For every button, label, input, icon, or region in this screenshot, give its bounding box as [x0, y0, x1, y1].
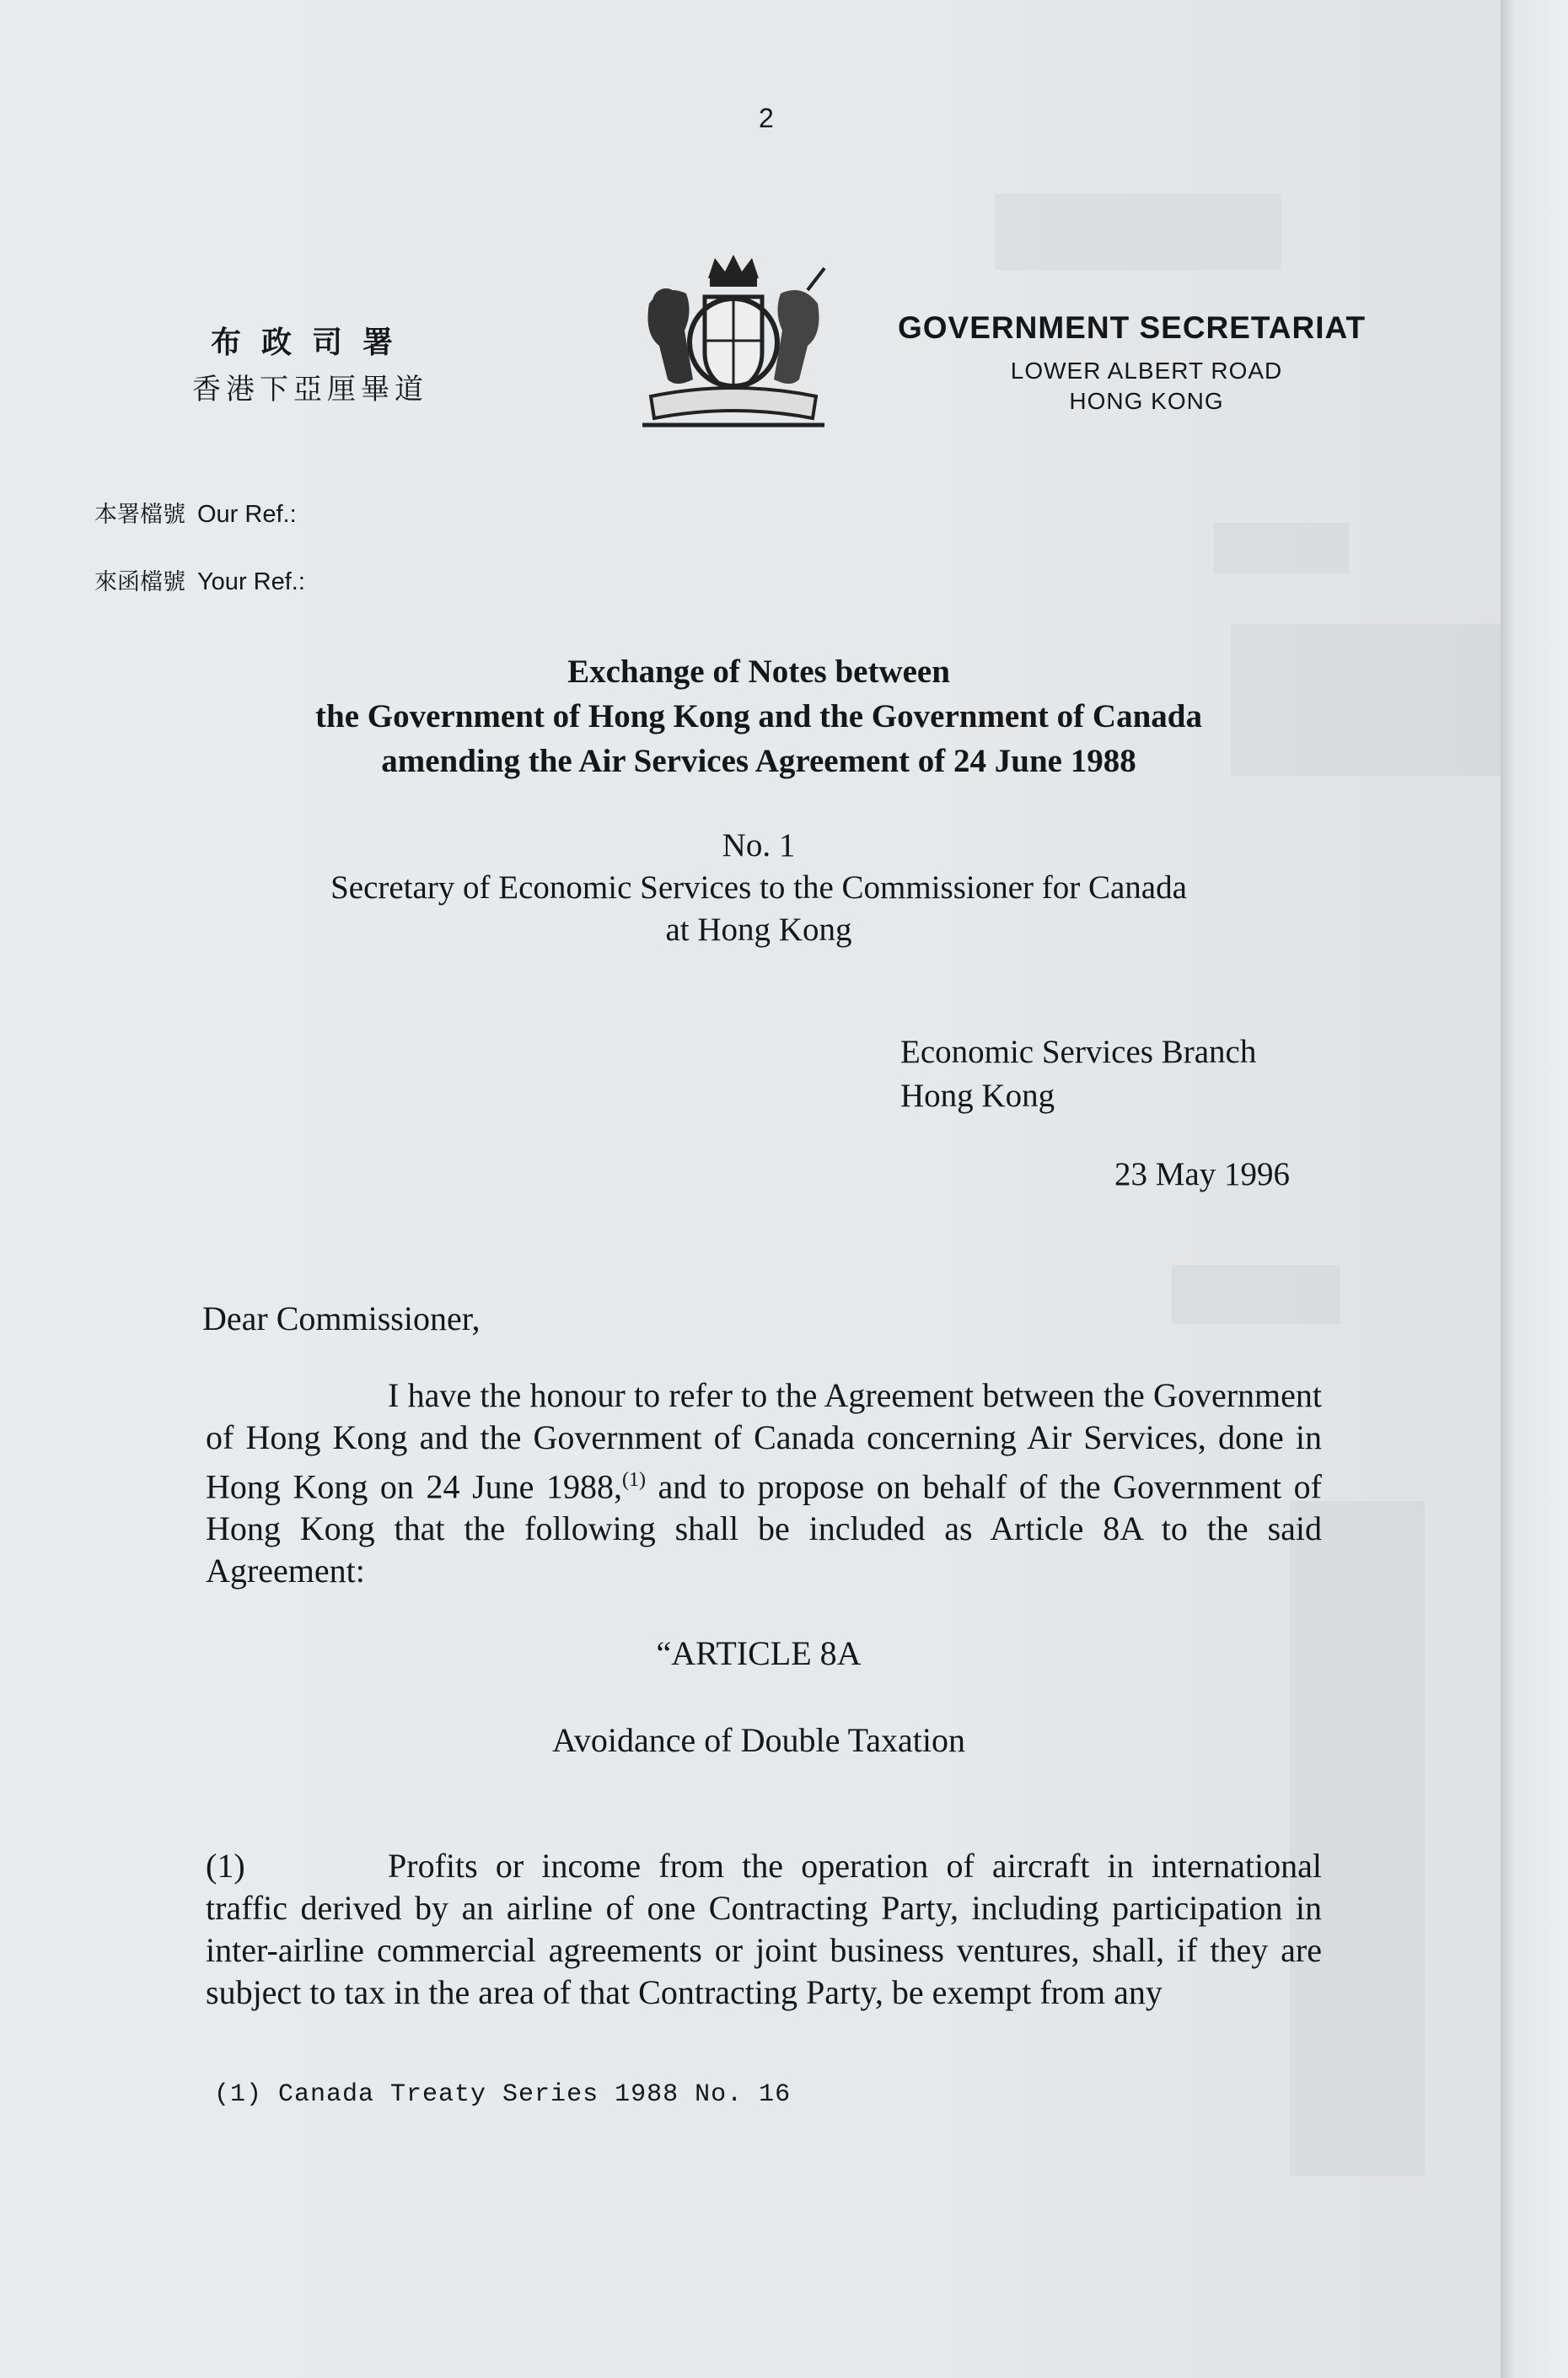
- your-ref-chinese: 來函檔號: [94, 569, 185, 595]
- page-number: 2: [759, 103, 774, 133]
- letterhead-org-name: GOVERNMENT SECRETARIAT: [898, 310, 1367, 345]
- note-heading: [253, 825, 1265, 951]
- sender-block: [900, 1030, 1256, 1118]
- letterhead-chinese-address: 香港下亞厘畢道: [192, 373, 428, 406]
- article-subtitle: Avoidance of Double Taxation: [551, 1721, 966, 1759]
- our-ref: [94, 496, 297, 529]
- note-number: No. 1: [722, 827, 796, 864]
- title-line-3: amending the Air Services Agreement of 24 June 1988: [381, 743, 1136, 779]
- letterhead-chinese-name: 布政司署: [211, 325, 414, 360]
- clause-label: (1): [206, 1847, 245, 1885]
- your-ref-label: Your Ref.:: [197, 568, 305, 595]
- title-line-2: the Government of Hong Kong and the Government of Canada: [315, 698, 1202, 734]
- salutation: Dear Commissioner,: [202, 1299, 481, 1337]
- para1-text-a: I have the honour to refer to the Agreement between the Government of Hong Kong and the Government of Canada concerning Air Services, done in Hong Kong on 24 June 1988,: [206, 1376, 1322, 1506]
- clause-text: Profits or income from the operation of aircraft in international traffic derived by an airline of one Contracting Party, including participation in inter-airline commercial agreements or joint business ventures, shall, if they are subject to tax in the area of that Contracting Party, be exempt from any: [206, 1847, 1322, 2011]
- document-title: [253, 649, 1265, 783]
- our-ref-label: Our Ref.:: [197, 501, 297, 528]
- address-line-1: LOWER ALBERT ROAD: [1010, 358, 1283, 384]
- letter-date: 23 May 1996: [1114, 1156, 1290, 1192]
- your-ref: [94, 563, 305, 596]
- title-line-1: Exchange of Notes between: [567, 654, 950, 690]
- para1-text-b: and to propose on behalf of the Government of Hong Kong that the following shall be included as Article 8A to the said Agreement:: [206, 1467, 1323, 1590]
- body-paragraph-1: [206, 1375, 1322, 1592]
- note-line-2: at Hong Kong: [665, 912, 852, 948]
- address-line-2: HONG KONG: [1069, 388, 1224, 414]
- note-line-1: Secretary of Economic Services to the Commissioner for Canada: [330, 869, 1187, 906]
- letterhead-address: [953, 356, 1340, 417]
- clause-1: [206, 1845, 1322, 2014]
- our-ref-chinese: 本署檔號: [94, 502, 185, 528]
- sender-city: Hong Kong: [900, 1078, 1055, 1114]
- footnote: (1) Canada Treaty Series 1988 No. 16: [214, 2080, 792, 2109]
- page-edge-shadow: [1501, 0, 1568, 2378]
- royal-coat-of-arms-logo: [634, 253, 833, 432]
- article-title: “ARTICLE 8A: [656, 1634, 862, 1672]
- sender-branch: Economic Services Branch: [900, 1034, 1257, 1070]
- footnote-ref: (1): [621, 1469, 646, 1491]
